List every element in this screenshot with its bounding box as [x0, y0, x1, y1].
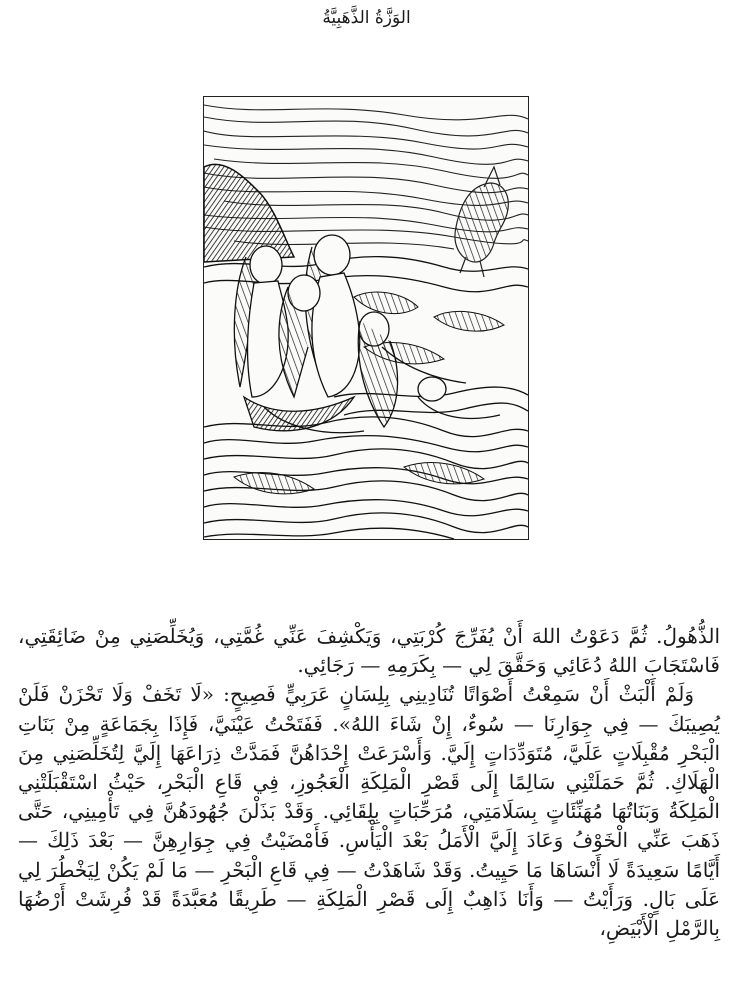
body-text: [18, 622, 720, 943]
illustration-mermaids: [203, 96, 529, 540]
paragraph-2: وَلَمْ أَلْبَثْ أَنْ سَمِعْتُ أَصْوَاتًا تُنَادِينِي بِلِسَانٍ عَرَبِيٍّ فَصِيحٍ: «لَا تَخَفْ وَلَا تَحْزَنْ فَلَنْ يُصِيبَكَ — فِي جِوَارِنَا — سُوءٌ، إِنْ شَاءَ اللهُ». فَفَتَحْتُ عَيْنَيَّ، فَإِذَا بِجَمَاعَةٍ مِنْ بَنَاتِ الْبَحْرِ مُقْبِلَاتٍ عَلَيَّ، مُتَوَدِّدَاتٍ إِلَيَّ. وَأَسْرَعَتْ إِحْدَاهُنَّ فَمَدَّتْ ذِرَاعَهَا إِلَيَّ لِتُخَلِّصَنِي مِنَ الْهَلَاكِ. ثُمَّ حَمَلَتْنِي سَالِمًا إِلَى قَصْرِ الْمَلِكَةِ الْعَجُوزِ، فِي قَاعِ الْبَحْرِ، حَيْثُ اسْتَقْبَلَتْنِي الْمَلِكَةُ وَبَنَاتُهَا مُهَنِّئَاتٍ بِسَلَامَتِي، مُرَحِّبَاتٍ بِلِقَائِي. وَقَدْ بَذَلْنَ جُهُودَهُنَّ فِي تَأْمِينِي، حَتَّى ذَهَبَ عَنِّي الْخَوْفُ وَعَادَ إِلَيَّ الْأَمَلُ بَعْدَ الْيَأْسِ. فَأَمْضَيْتُ فِي جِوَارِهِنَّ — بَعْدَ ذَلِكَ — أَيَّامًا سَعِيدَةً لَا أَنْسَاهَا مَا حَيِيتُ. وَقَدْ شَاهَدْتُ — فِي قَاعِ الْبَحْرِ — مَا لَمْ يَكُنْ لِيَخْطُرَ لِي عَلَى بَالٍ. وَرَأَيْتُ — وَأَنَا ذَاهِبٌ إِلَى قَصْرِ الْمَلِكَةِ — طَرِيقًا مُعَبَّدَةً قَدْ فُرِشَتْ أَرْضُهَا بِالرَّمْلِ الْأَبْيَضِ،: [18, 682, 720, 941]
paragraph-1: الذُّهُولُ. ثُمَّ دَعَوْتُ اللهَ أَنْ يُفَرِّجَ كُرْبَتِي، وَيَكْشِفَ عَنِّي غُمَّتِي، وَيُخَلِّصَنِي مِنْ ضَائِقَتِي، فَاسْتَجَابَ اللهُ دُعَائِي وَحَقَّقَ لِي — بِكَرَمِهِ — رَجَائِي.: [18, 624, 720, 678]
page-title: الوَزَّةُ الذَّهَبِيَّةُ: [322, 8, 411, 28]
cliff: [204, 164, 294, 262]
mermaids: [234, 235, 500, 433]
sea-horse-figure: [455, 167, 508, 277]
